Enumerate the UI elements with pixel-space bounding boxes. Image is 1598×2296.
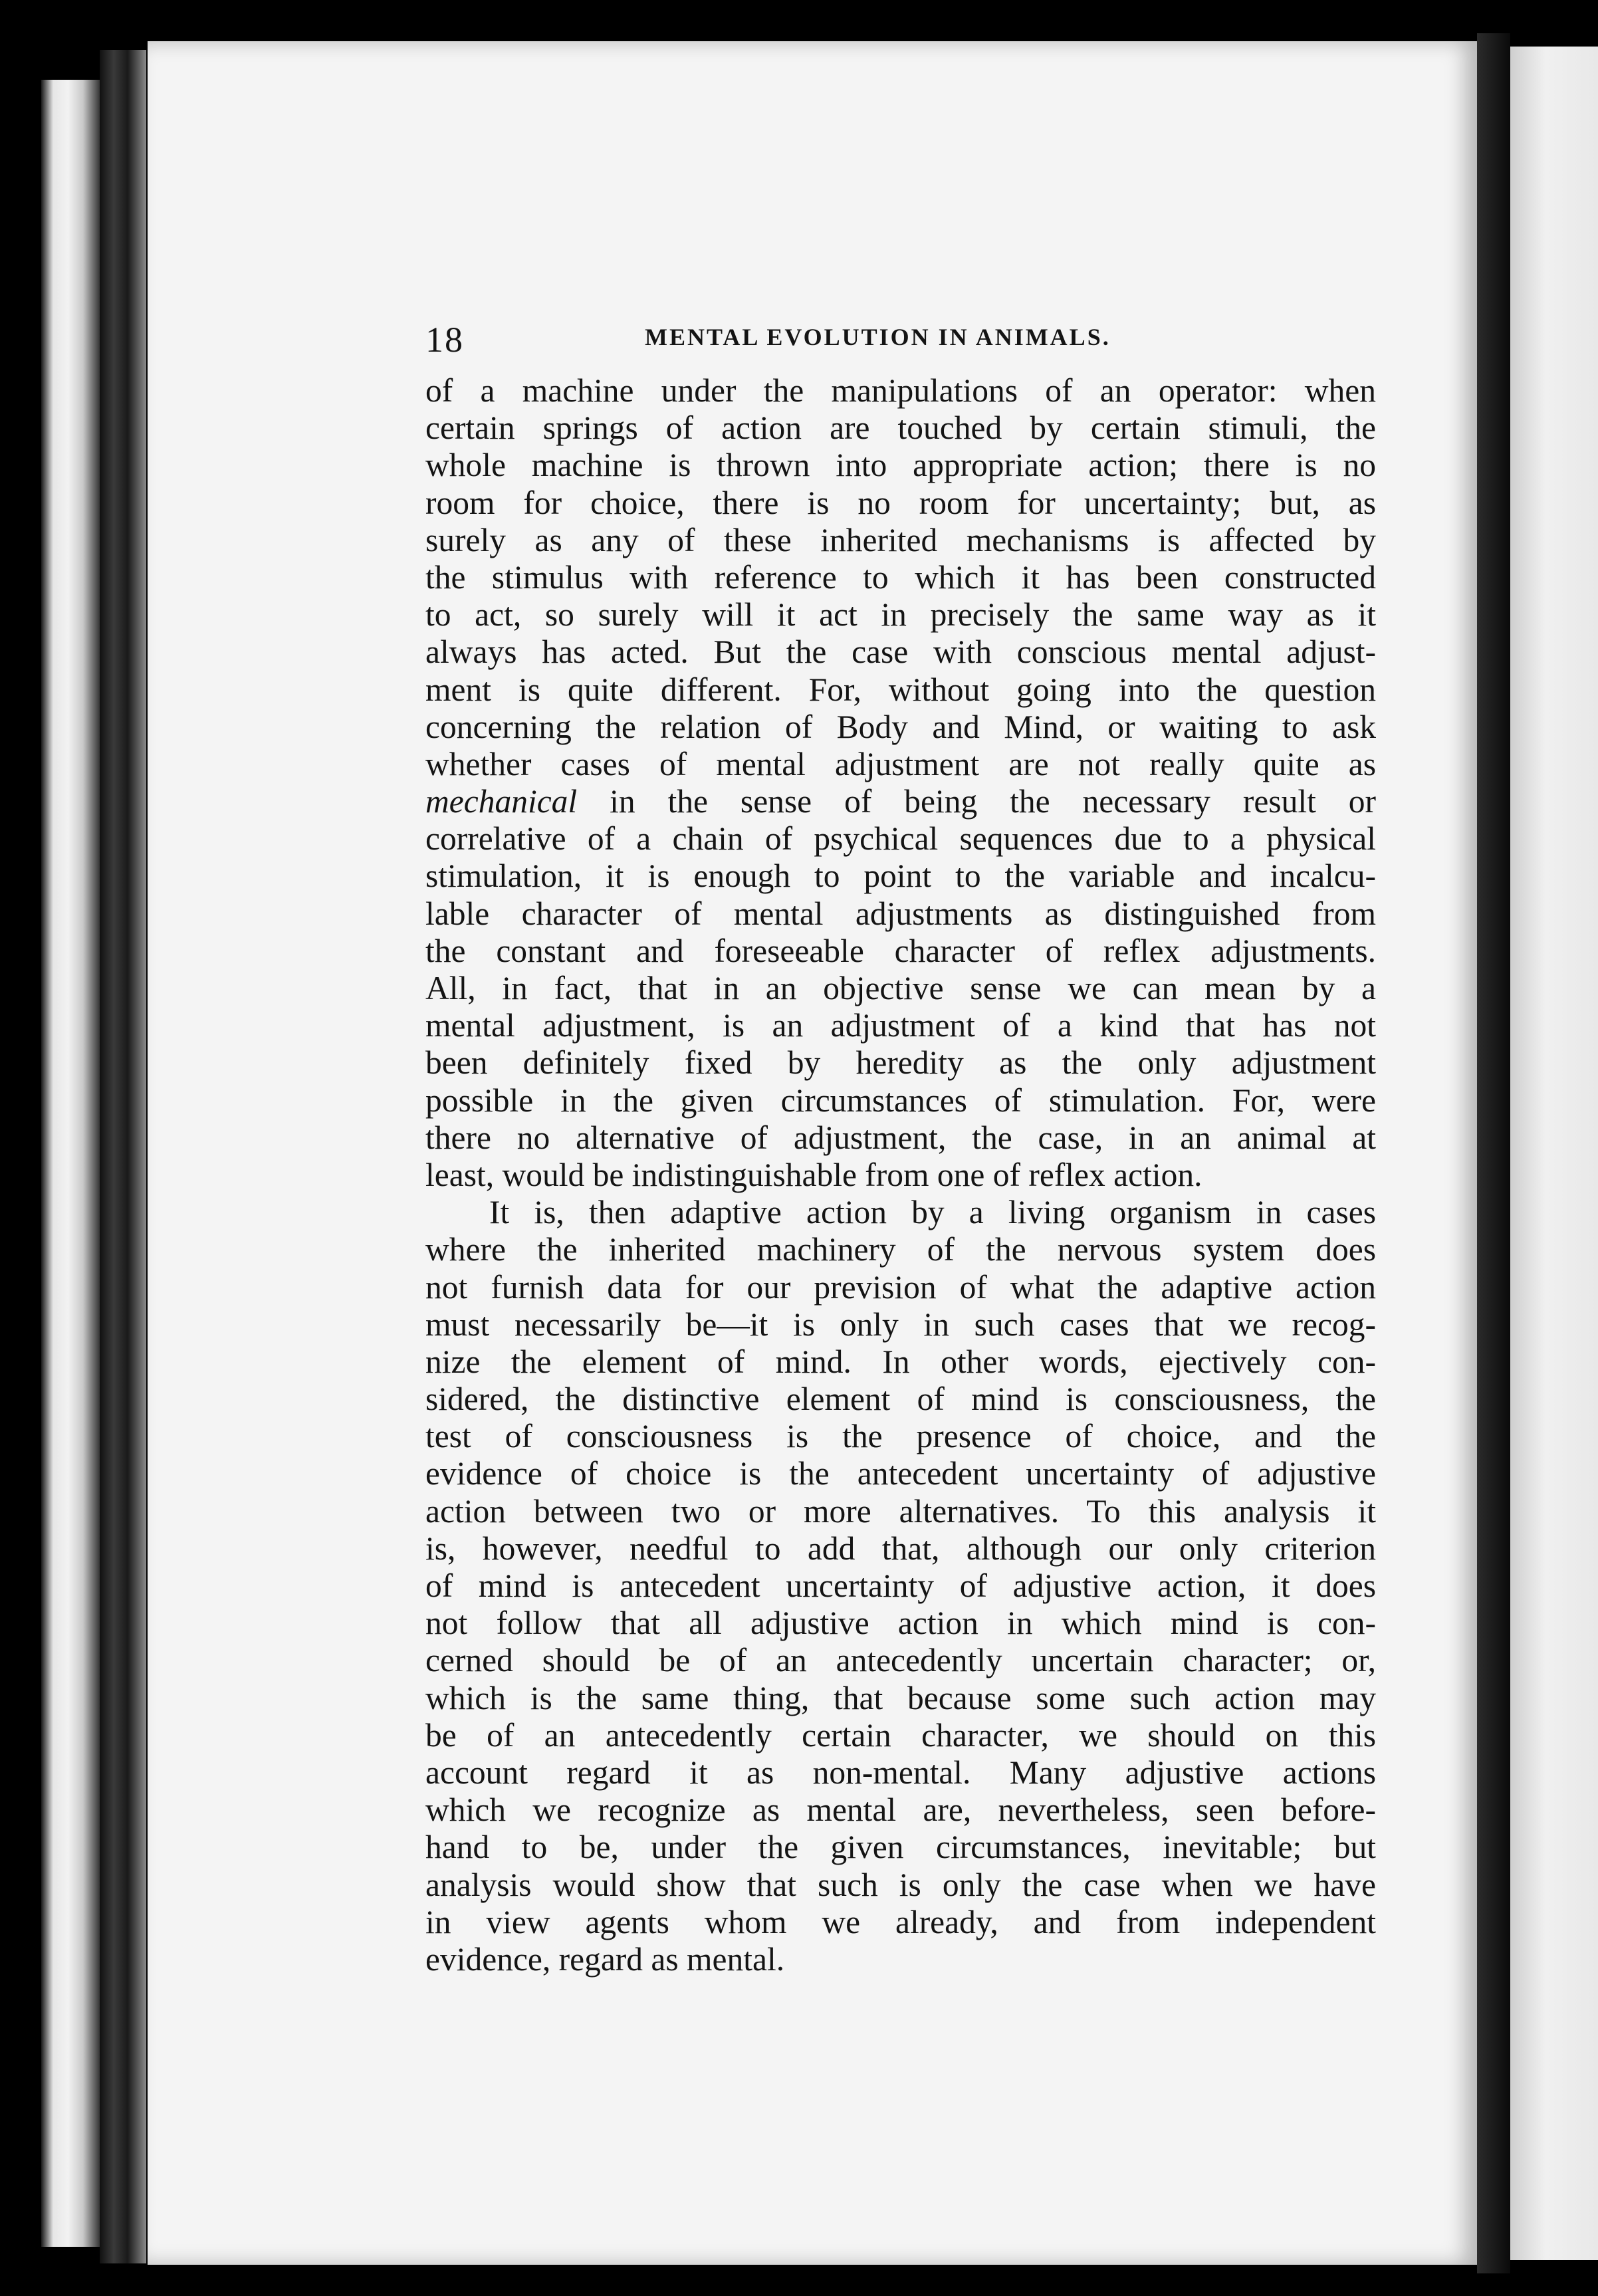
text-line: analysis would show that such is only the case when we have (425, 1866, 1376, 1903)
text-line: nize the element of mind. In other words, ejectively con- (425, 1343, 1376, 1380)
text-line: lable character of mental adjustments as distinguished from (425, 895, 1376, 932)
text-line: It is, then adaptive action by a living organism in cases (489, 1194, 1376, 1231)
text-line: is, however, needful to add that, although our only criterion (425, 1530, 1376, 1567)
page-number: 18 (425, 320, 464, 360)
text-line: concerning the relation of Body and Mind, or waiting to ask (425, 708, 1376, 745)
text-line: surely as any of these inherited mechanisms is affected by (425, 521, 1376, 558)
adjacent-page-edge (1510, 47, 1598, 2260)
text-line: test of consciousness is the presence of choice, and the (425, 1418, 1376, 1455)
book-left-edge (41, 80, 101, 2247)
text-line: action between two or more alternatives. To this analysis it (425, 1492, 1376, 1530)
text-line: mental adjustment, is an adjustment of a kind that has not (425, 1007, 1376, 1044)
text-line: to act, so surely will it act in precisely the same way as it (425, 596, 1376, 633)
italic-word: mechanical (425, 783, 578, 820)
text-line: the constant and foreseeable character of reflex adjustments. (425, 932, 1376, 969)
paragraph-1 (425, 372, 1376, 1194)
text-line: there no alternative of adjustment, the case, in an animal at (425, 1119, 1376, 1156)
page-gutter-shadow (1477, 33, 1510, 2273)
text-line: cerned should be of an antecedently uncertain character; or, (425, 1642, 1376, 1679)
text-line: which is the same thing, that because some such action may (425, 1679, 1376, 1716)
text-line: stimulation, it is enough to point to the variable and incalcu- (425, 858, 1376, 895)
text-line: which we recognize as mental are, nevertheless, seen before- (425, 1791, 1376, 1829)
text-line: All, in fact, that in an objective sense we can mean by a (425, 970, 1376, 1006)
text-line: not furnish data for our prevision of what the adaptive action (425, 1268, 1376, 1306)
body-text (425, 372, 1376, 1978)
text-line: certain springs of action are touched by certain stimuli, the (425, 409, 1376, 447)
book-binding (100, 50, 146, 2263)
paragraph-2 (425, 1194, 1376, 1978)
text-line: not follow that all adjustive action in which mind is con- (425, 1605, 1376, 1642)
text-line: where the inherited machinery of the nervous system does (425, 1231, 1376, 1268)
page-content (425, 312, 1376, 1978)
text-line: whole machine is thrown into appropriate action; there is no (425, 447, 1376, 484)
text-line: the stimulus with reference to which it has been constructed (425, 558, 1376, 596)
text-line: whether cases of mental adjustment are not really quite as (425, 745, 1376, 782)
text-line: hand to be, under the given circumstances, inevitable; but (425, 1829, 1376, 1866)
text-line: evidence, regard as mental. (425, 1940, 785, 1978)
text-line: been definitely fixed by heredity as the only adjustment (425, 1044, 1376, 1082)
running-title: MENTAL EVOLUTION IN ANIMALS. (645, 324, 1111, 350)
text-line: sidered, the distinctive element of mind is consciousness, the (425, 1381, 1376, 1418)
running-head (425, 312, 1376, 372)
text-line: correlative of a chain of psychical sequences due to a physical (425, 820, 1376, 858)
text-line: of a machine under the manipulations of an operator: when (425, 372, 1376, 409)
text-line: of mind is antecedent uncertainty of adjustive action, it does (425, 1567, 1376, 1604)
text-line: evidence of choice is the antecedent uncertainty of adjustive (425, 1455, 1376, 1492)
text-line: always has acted. But the case with conscious mental adjust- (425, 633, 1376, 671)
text-line: in view agents whom we already, and from independent (425, 1903, 1376, 1940)
text-line: least, would be indistinguishable from one of reflex action. (425, 1156, 1202, 1193)
text-line: possible in the given circumstances of stimulation. For, were (425, 1082, 1376, 1119)
text-line: account regard it as non-mental. Many adjustive actions (425, 1754, 1376, 1791)
text-line-italic: mechanical in the sense of being the necessary result or (425, 783, 1376, 820)
text-line: room for choice, there is no room for uncertainty; but, as (425, 484, 1376, 521)
text-line: must necessarily be—it is only in such cases that we recog- (425, 1306, 1376, 1343)
text-line: be of an antecedently certain character, we should on this (425, 1716, 1376, 1754)
text-line: ment is quite different. For, without going into the question (425, 671, 1376, 708)
